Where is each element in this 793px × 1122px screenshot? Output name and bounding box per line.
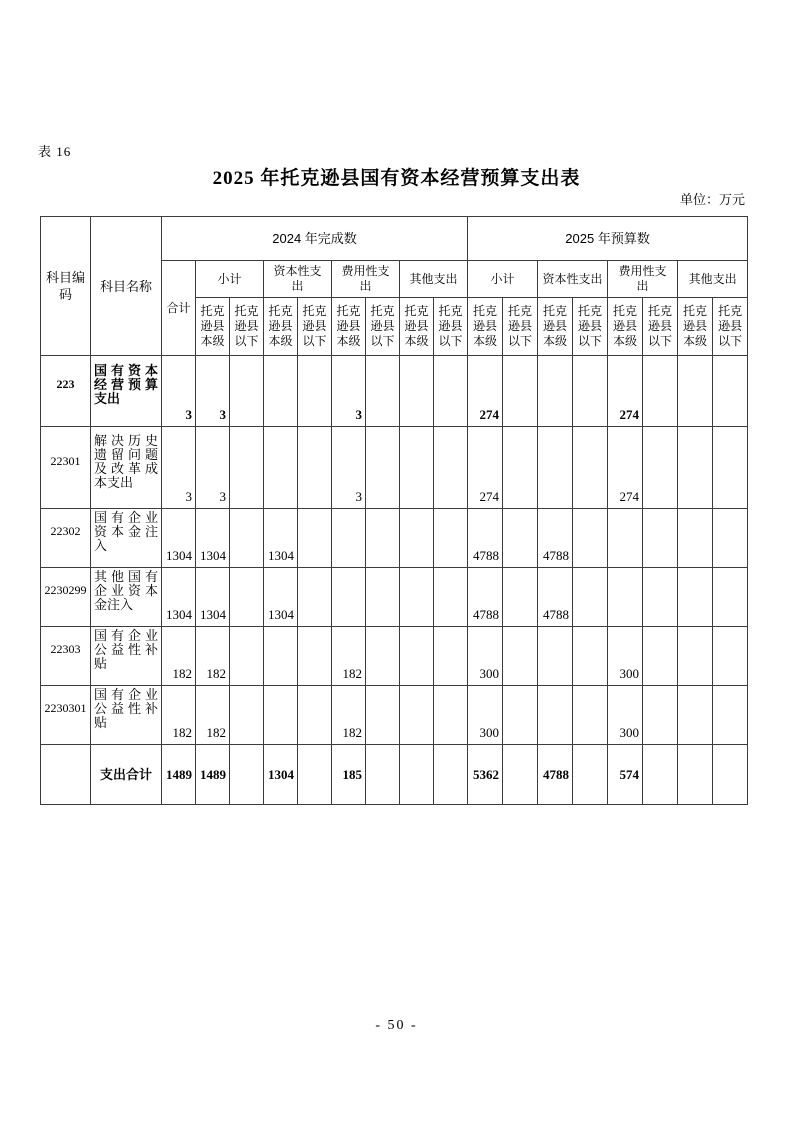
cell-value-c4 [298,745,332,805]
cell-value-c1: 1304 [196,509,230,568]
sub-header-s0-g3-below-county: 托克逊县以下 [434,298,468,356]
cell-value-c0: 1304 [162,568,196,627]
cell-value-c5: 3 [332,427,366,509]
cell-subject-name: 支出合计 [91,745,162,805]
cell-value-c2 [230,568,264,627]
cell-subject-code: 223 [41,356,91,427]
cell-value-c5: 182 [332,686,366,745]
cell-value-c7 [400,427,434,509]
cell-value-c11 [538,356,573,427]
cell-subject-code: 22301 [41,427,91,509]
group-header-s0-g2 [332,261,400,298]
section-header-y2025: 2025 年预算数 [468,217,748,261]
cell-value-c15 [678,686,713,745]
cell-value-c8 [434,745,468,805]
cell-value-c11 [538,427,573,509]
sub-header-s0-g0-below-county: 托克逊县以下 [230,298,264,356]
cell-value-c12 [573,568,608,627]
cell-subject-code: 22303 [41,627,91,686]
cell-value-c16 [713,509,748,568]
budget-table [40,216,748,805]
cell-value-c15 [678,627,713,686]
cell-value-c12 [573,627,608,686]
cell-value-c6 [366,356,400,427]
cell-value-c6 [366,427,400,509]
cell-value-c1: 182 [196,627,230,686]
group-header-s0-g0: 小计 [196,261,264,298]
section-header-y2024: 2024 年完成数 [162,217,468,261]
cell-subject-name: 国有企业公益性补贴 [91,627,162,686]
page-title: 2025 年托克逊县国有资本经营预算支出表 [212,168,581,189]
cell-value-c14 [643,427,678,509]
cell-value-c4 [298,627,332,686]
cell-value-c1: 3 [196,356,230,427]
cell-value-c7 [400,568,434,627]
budget-table-header [41,217,748,356]
cell-value-c16 [713,686,748,745]
cell-value-c9: 4788 [468,568,503,627]
cell-value-c2 [230,427,264,509]
cell-value-c7 [400,356,434,427]
cell-value-c16 [713,356,748,427]
cell-value-c8 [434,686,468,745]
sub-header-s1-g0-below-county: 托克逊县以下 [503,298,538,356]
cell-value-c12 [573,427,608,509]
cell-value-c14 [643,509,678,568]
cell-value-c1: 1304 [196,568,230,627]
table-row-22301 [41,427,748,509]
column-header-subject-code: 科目编码 [41,217,91,356]
group-header-label: 费用性支出 [341,264,390,293]
cell-value-c5 [332,509,366,568]
cell-value-c5 [332,568,366,627]
cell-value-c0: 3 [162,356,196,427]
cell-value-c10 [503,686,538,745]
cell-subject-name: 解决历史遗留问题及改革成本支出 [91,427,162,509]
cell-value-c13 [608,568,643,627]
cell-subject-code: 2230299 [41,568,91,627]
cell-value-c11: 4788 [538,568,573,627]
cell-value-c7 [400,627,434,686]
sub-header-s0-g1-county-level: 托克逊县本级 [264,298,298,356]
group-header-s0-g1 [264,261,332,298]
table-row-22302 [41,509,748,568]
cell-value-c9: 4788 [468,509,503,568]
cell-value-c13: 274 [608,356,643,427]
sub-header-s1-g1-county-level: 托克逊县本级 [538,298,573,356]
cell-value-c10 [503,745,538,805]
cell-value-c6 [366,509,400,568]
cell-value-c14 [643,745,678,805]
cell-value-c3 [264,627,298,686]
sub-header-s0-g3-county-level: 托克逊县本级 [400,298,434,356]
cell-value-c13: 574 [608,745,643,805]
page-number: - 50 - [375,1018,418,1033]
cell-value-c6 [366,686,400,745]
cell-value-c11: 4788 [538,509,573,568]
table-row-2230299 [41,568,748,627]
cell-value-c9: 300 [468,686,503,745]
cell-value-c4 [298,568,332,627]
cell-value-c0: 182 [162,627,196,686]
cell-value-c3: 1304 [264,745,298,805]
cell-value-c14 [643,686,678,745]
cell-value-c16 [713,568,748,627]
cell-value-c2 [230,356,264,427]
sub-header-s0-g0-county-level: 托克逊县本级 [196,298,230,356]
cell-value-c5: 185 [332,745,366,805]
cell-value-c1: 1489 [196,745,230,805]
cell-value-c15 [678,356,713,427]
cell-value-c11 [538,627,573,686]
cell-value-c16 [713,627,748,686]
cell-value-c12 [573,686,608,745]
cell-value-c14 [643,627,678,686]
cell-value-c16 [713,427,748,509]
cell-value-c13: 300 [608,686,643,745]
group-header-s1-g0: 小计 [468,261,538,298]
cell-value-c8 [434,427,468,509]
group-header-label: 费用性支出 [618,264,667,293]
cell-value-c7 [400,745,434,805]
cell-value-c9: 274 [468,427,503,509]
cell-value-c4 [298,356,332,427]
cell-value-c0: 182 [162,686,196,745]
cell-subject-code [41,745,91,805]
cell-value-c8 [434,568,468,627]
group-header-label: 资本性支出 [273,264,322,293]
cell-value-c10 [503,568,538,627]
cell-value-c2 [230,745,264,805]
sub-header-s1-g2-county-level: 托克逊县本级 [608,298,643,356]
sub-header-s1-g0-county-level: 托克逊县本级 [468,298,503,356]
cell-value-c3 [264,686,298,745]
table-row-total [41,745,748,805]
cell-value-c12 [573,356,608,427]
cell-value-c8 [434,509,468,568]
cell-subject-code: 22302 [41,509,91,568]
cell-value-c0: 1304 [162,509,196,568]
cell-value-c11 [538,686,573,745]
cell-value-c15 [678,568,713,627]
cell-value-c4 [298,509,332,568]
table-label: 表 16 [38,144,72,159]
cell-value-c15 [678,745,713,805]
cell-value-c4 [298,686,332,745]
cell-value-c4 [298,427,332,509]
cell-value-c1: 182 [196,686,230,745]
cell-value-c0: 3 [162,427,196,509]
table-row-223 [41,356,748,427]
column-header-subject-name: 科目名称 [91,217,162,356]
cell-value-c6 [366,627,400,686]
cell-value-c1: 3 [196,427,230,509]
cell-value-c2 [230,509,264,568]
cell-value-c2 [230,686,264,745]
budget-table-body [41,356,748,805]
sub-header-s1-g3-below-county: 托克逊县以下 [713,298,748,356]
cell-value-c13 [608,509,643,568]
cell-value-c3: 1304 [264,509,298,568]
cell-value-c6 [366,745,400,805]
cell-subject-name: 其他国有企业资本金注入 [91,568,162,627]
cell-value-c16 [713,745,748,805]
group-header-s1-g2 [608,261,678,298]
cell-value-c10 [503,627,538,686]
cell-value-c3 [264,427,298,509]
cell-value-c10 [503,427,538,509]
sub-header-s1-g2-below-county: 托克逊县以下 [643,298,678,356]
sub-header-s0-g1-below-county: 托克逊县以下 [298,298,332,356]
cell-value-c12 [573,745,608,805]
cell-value-c9: 274 [468,356,503,427]
cell-subject-name: 国有企业公益性补贴 [91,686,162,745]
cell-value-c14 [643,568,678,627]
cell-value-c8 [434,356,468,427]
cell-value-c5: 182 [332,627,366,686]
cell-value-c13: 300 [608,627,643,686]
sub-header-s1-g1-below-county: 托克逊县以下 [573,298,608,356]
column-header-total: 合计 [162,261,196,356]
cell-value-c14 [643,356,678,427]
cell-value-c15 [678,427,713,509]
table-row-22303 [41,627,748,686]
group-header-s1-g3: 其他支出 [678,261,748,298]
cell-value-c11: 4788 [538,745,573,805]
cell-value-c6 [366,568,400,627]
cell-subject-name: 国有企业资本金注入 [91,509,162,568]
cell-value-c0: 1489 [162,745,196,805]
cell-value-c12 [573,509,608,568]
cell-value-c9: 5362 [468,745,503,805]
cell-value-c8 [434,627,468,686]
group-header-s1-g1: 资本性支出 [538,261,608,298]
sub-header-s0-g2-below-county: 托克逊县以下 [366,298,400,356]
cell-value-c7 [400,509,434,568]
cell-value-c5: 3 [332,356,366,427]
cell-value-c7 [400,686,434,745]
sub-header-s0-g2-county-level: 托克逊县本级 [332,298,366,356]
cell-value-c9: 300 [468,627,503,686]
unit-label: 单位：万元 [679,192,745,207]
sub-header-s1-g3-county-level: 托克逊县本级 [678,298,713,356]
cell-value-c15 [678,509,713,568]
cell-value-c10 [503,509,538,568]
cell-value-c10 [503,356,538,427]
cell-value-c2 [230,627,264,686]
cell-value-c3 [264,356,298,427]
group-header-s0-g3: 其他支出 [400,261,468,298]
cell-value-c3: 1304 [264,568,298,627]
cell-subject-code: 2230301 [41,686,91,745]
table-row-2230301 [41,686,748,745]
cell-subject-name: 国有资本经营预算支出 [91,356,162,427]
cell-value-c13: 274 [608,427,643,509]
